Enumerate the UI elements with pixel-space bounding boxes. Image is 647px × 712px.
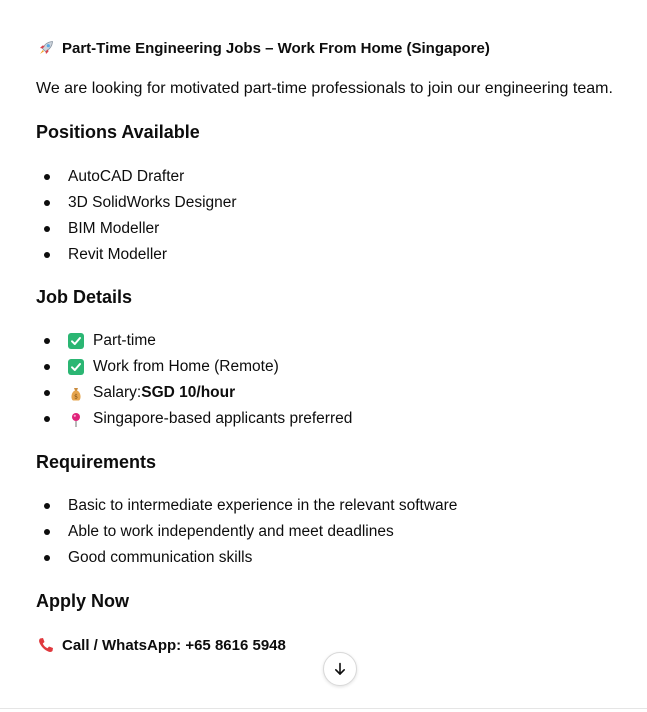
bullet-icon <box>44 503 50 509</box>
list-item <box>36 545 457 571</box>
checkmark-icon <box>68 333 84 349</box>
list-item <box>36 216 237 242</box>
list-item <box>36 406 352 432</box>
list-item <box>36 242 237 268</box>
contact-line <box>36 635 286 655</box>
svg-text:$: $ <box>74 393 78 401</box>
bullet-icon <box>44 529 50 535</box>
arrow-down-icon <box>332 661 348 677</box>
scroll-to-bottom-button[interactable] <box>323 652 357 686</box>
detail-text: Part-time <box>93 332 156 349</box>
requirement-text: Able to work independently and meet deadlines <box>68 523 394 540</box>
list-item <box>36 519 457 545</box>
apply-heading: Apply Now <box>36 591 129 611</box>
positions-list <box>36 164 237 268</box>
list-item <box>36 328 352 354</box>
detail-text: Work from Home (Remote) <box>93 358 279 375</box>
list-item <box>36 164 237 190</box>
post-title-text: Part-Time Engineering Jobs – Work From Home (Singapore) <box>62 39 490 57</box>
bullet-icon <box>44 555 50 561</box>
money-bag-icon <box>68 385 84 401</box>
bullet-icon <box>44 200 50 206</box>
requirement-text: Basic to intermediate experience in the relevant software <box>68 497 458 514</box>
checkmark-icon <box>68 359 84 375</box>
bullet-icon <box>44 226 50 232</box>
list-item <box>36 380 352 406</box>
job-details-heading: Job Details <box>36 287 133 307</box>
post-title <box>36 38 490 58</box>
position-label: AutoCAD Drafter <box>68 168 185 185</box>
intro-paragraph: We are looking for motivated part-time professionals to join our engineering team. <box>36 80 613 97</box>
positions-heading: Positions Available <box>36 122 200 142</box>
list-item <box>36 354 352 380</box>
bullet-icon <box>44 174 50 180</box>
contact-text: Call / WhatsApp: +65 8616 5948 <box>62 636 286 654</box>
requirements-list <box>36 493 457 571</box>
bullet-icon <box>44 364 50 370</box>
position-label: 3D SolidWorks Designer <box>68 194 237 211</box>
position-label: Revit Modeller <box>68 246 168 263</box>
telephone-icon <box>36 635 56 655</box>
requirement-text: Good communication skills <box>68 549 253 566</box>
detail-text: Singapore-based applicants preferred <box>93 410 353 427</box>
position-label: BIM Modeller <box>68 220 160 237</box>
job-details-list <box>36 328 352 432</box>
bullet-icon <box>44 416 50 422</box>
pushpin-icon <box>68 411 84 427</box>
bullet-icon <box>44 252 50 258</box>
bullet-icon <box>44 338 50 344</box>
list-item <box>36 190 237 216</box>
requirements-heading: Requirements <box>36 452 157 472</box>
list-item <box>36 493 457 519</box>
bullet-icon <box>44 390 50 396</box>
rocket-icon <box>36 38 56 58</box>
divider <box>0 708 647 709</box>
salary-value: SGD 10/hour <box>141 384 236 401</box>
salary-label: Salary: <box>93 384 142 401</box>
